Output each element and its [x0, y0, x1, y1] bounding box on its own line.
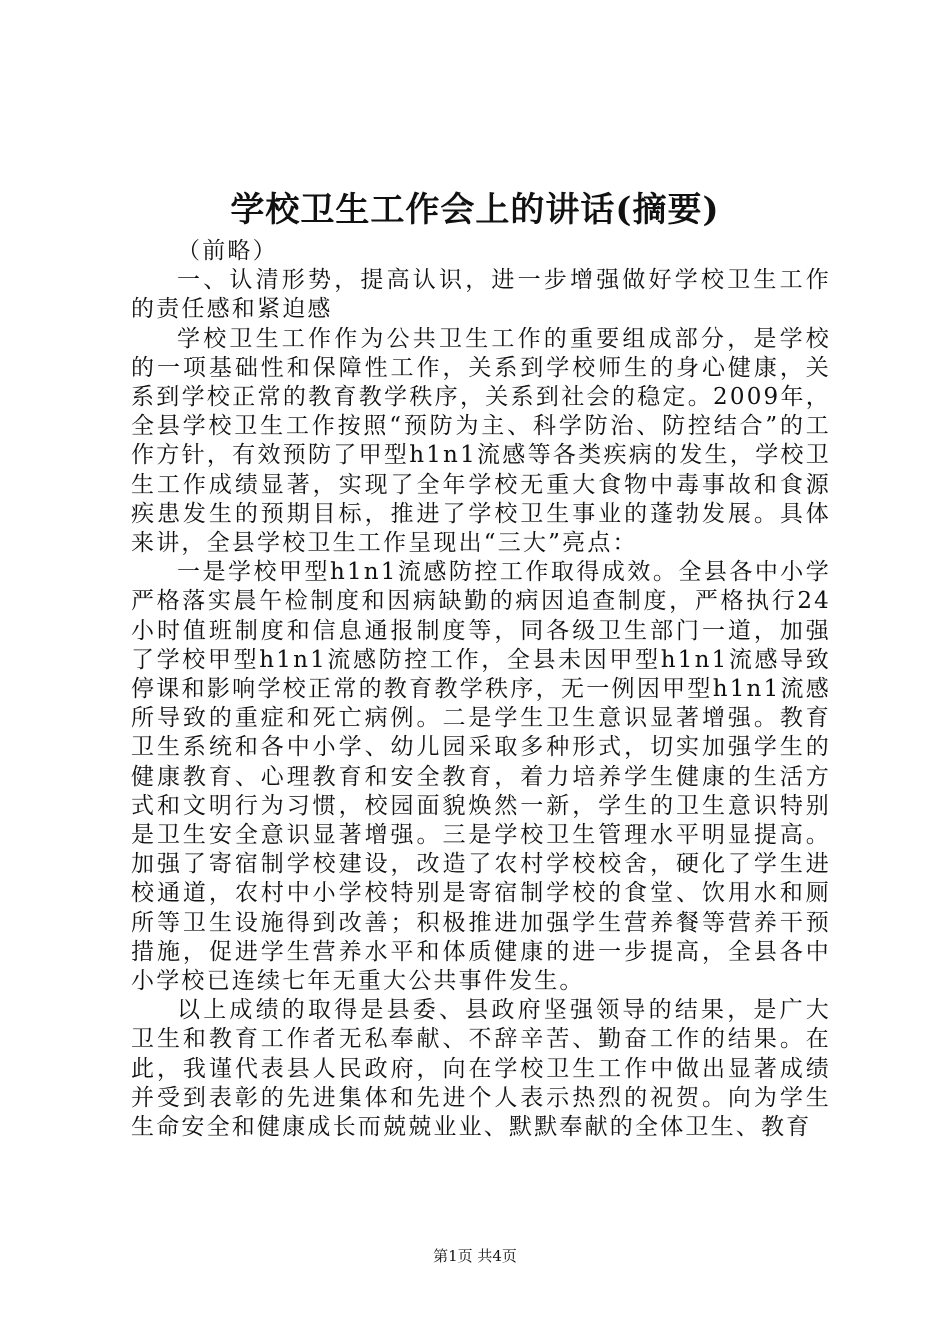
paragraph-thanks: 以上成绩的取得是县委、县政府坚强领导的结果，是广大卫生和教育工作者无私奉献、不辞辛苦、勤奋工作的结果。在此，我谨代表县人民政府，向在学校卫生工作中做出显著成绩并受到表彰的先进集体和先进个人表示热烈的祝贺。向为学生生命安全和健康成长而兢兢业业、默默奉献的全体卫生、教育	[131, 997, 831, 1141]
page-number-footer: 第1页 共4页	[433, 1247, 517, 1265]
paragraph-preface: （前略）	[177, 238, 278, 264]
section-heading-1: 一、认清形势，提高认识，进一步增强做好学校卫生工作的责任感和紧迫感	[131, 267, 831, 323]
paragraph-highlights: 一是学校甲型h1n1流感防控工作取得成效。全县各中小学严格落实晨午检制度和因病缺勤的病因追查制度，严格执行24小时值班制度和信息通报制度等，同各级卫生部门一道，加强了学校甲型h1n1流感防控工作，全县未因甲型h1n1流感导致停课和影响学校正常的教育教学秩序，无一例因甲型h1n1流感所导致的重症和死亡病例。二是学生卫生意识显著增强。教育卫生系统和各中小学、幼儿园采取多种形式，切实加强学生的健康教育、心理教育和安全教育，着力培养学生健康的生活方式和文明行为习惯，校园面貌焕然一新，学生的卫生意识特别是卫生安全意识显著增强。三是学校卫生管理水平明显提高。加强了寄宿制学校建设，改造了农村学校校舍，硬化了学生进校通道，农村中小学校特别是寄宿制学校的食堂、饮用水和厕所等卫生设施得到改善；积极推进加强学生营养餐等营养干预措施，促进学生营养水平和体质健康的进一步提高，全县各中小学校已连续七年无重大公共事件发生。	[131, 559, 831, 995]
document-body	[131, 237, 831, 1142]
document-title: 学校卫生工作会上的讲话(摘要)	[230, 190, 720, 230]
paragraph-overview: 学校卫生工作作为公共卫生工作的重要组成部分，是学校的一项基础性和保障性工作，关系到学校师生的身心健康，关系到学校正常的教育教学秩序，关系到社会的稳定。2009年，全县学校卫生工作按照“预防为主、科学防治、防控结合”的工作方针，有效预防了甲型h1n1流感等各类疾病的发生，学校卫生工作成绩显著，实现了全年学校无重大食物中毒事故和食源疾患发生的预期目标，推进了学校卫生事业的蓬勃发展。具体来讲，全县学校卫生工作呈现出“三大”亮点：	[131, 325, 831, 557]
